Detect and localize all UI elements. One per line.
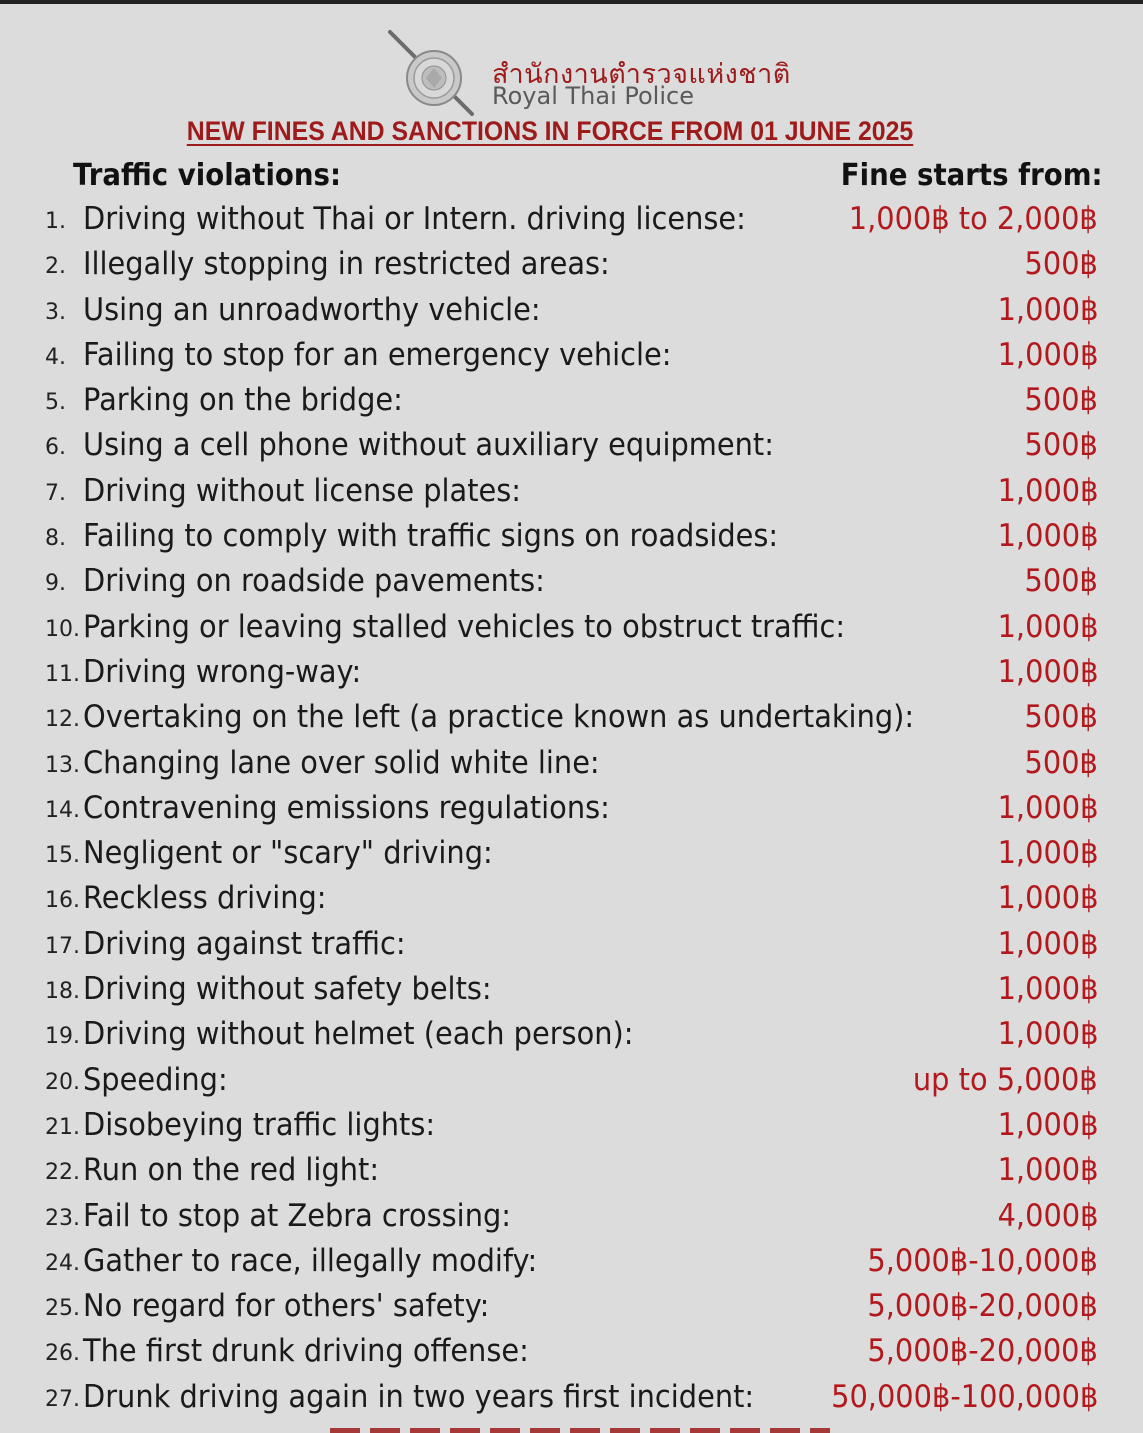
column-header-fines: Fine starts from:	[841, 158, 1103, 193]
violation-label: Driving wrong-way:	[83, 653, 362, 690]
fine-amount: 1,000฿	[997, 835, 1098, 872]
fine-amount: 5,000฿-20,000฿	[867, 1288, 1098, 1325]
list-item	[0, 560, 1143, 605]
list-item	[0, 787, 1143, 832]
item-number: 4.	[45, 344, 66, 370]
royal-thai-police-emblem-icon	[384, 26, 480, 122]
fine-amount: 1,000฿	[997, 336, 1098, 373]
list-item	[0, 1376, 1143, 1421]
fine-amount: 1,000฿	[997, 291, 1098, 328]
cropped-footer-text	[330, 1420, 830, 1433]
list-item	[0, 696, 1143, 741]
violation-label: Driving without safety belts:	[83, 971, 492, 1008]
fine-amount: 1,000฿	[997, 1106, 1098, 1143]
violation-label: Driving without helmet (each person):	[83, 1016, 634, 1053]
violation-label: No regard for others' safety:	[83, 1288, 490, 1325]
violation-label: Driving on roadside pavements:	[83, 563, 545, 600]
item-number: 19.	[45, 1024, 80, 1050]
fine-amount: 1,000฿ to 2,000฿	[848, 201, 1098, 237]
list-item	[0, 379, 1143, 424]
fine-amount: 1,000฿	[997, 518, 1098, 555]
item-number: 11.	[45, 661, 80, 687]
org-name-thai: สำนักงานตำรวจแห่งชาติ	[492, 59, 791, 90]
list-item	[0, 1013, 1143, 1058]
item-number: 3.	[45, 299, 66, 325]
item-number: 2.	[45, 254, 66, 280]
item-number: 5.	[45, 390, 66, 416]
violation-label: Disobeying traffic lights:	[83, 1106, 436, 1143]
top-border	[0, 0, 1143, 4]
item-number: 18.	[45, 979, 80, 1005]
item-number: 17.	[45, 933, 80, 959]
list-item	[0, 424, 1143, 469]
list-item	[0, 923, 1143, 968]
fine-amount: 1,000฿	[997, 880, 1098, 917]
fine-amount: 5,000฿-20,000฿	[867, 1333, 1098, 1370]
list-item	[0, 1059, 1143, 1104]
fine-amount: 500฿	[1024, 246, 1098, 283]
fine-amount: up to 5,000฿	[913, 1061, 1098, 1098]
list-item	[0, 334, 1143, 379]
list-item	[0, 1195, 1143, 1240]
item-number: 9.	[45, 571, 66, 597]
violation-label: Fail to stop at Zebra crossing:	[83, 1197, 511, 1234]
violation-label: Using an unroadworthy vehicle:	[83, 291, 541, 328]
list-item	[0, 742, 1143, 787]
violation-label: Parking or leaving stalled vehicles to obstruct traffic:	[83, 608, 846, 645]
item-number: 15.	[45, 843, 80, 869]
violation-label: The first drunk driving offense:	[83, 1333, 529, 1370]
violation-label: Changing lane over solid white line:	[83, 744, 600, 781]
list-item	[0, 243, 1143, 288]
list-item	[0, 470, 1143, 515]
fine-amount: 1,000฿	[997, 1152, 1098, 1189]
column-header-violations: Traffic violations:	[73, 158, 342, 193]
fine-amount: 1,000฿	[997, 971, 1098, 1008]
fine-amount: 1,000฿	[997, 925, 1098, 962]
list-item	[0, 1149, 1143, 1194]
item-number: 21.	[45, 1114, 80, 1140]
fine-amount: 1,000฿	[997, 1016, 1098, 1053]
item-number: 1.	[45, 209, 66, 234]
violation-label: Driving without Thai or Intern. driving license:	[83, 201, 746, 237]
org-name-english: Royal Thai Police	[492, 82, 694, 110]
violation-label: Driving without license plates:	[83, 472, 521, 509]
item-number: 16.	[45, 888, 80, 914]
violation-label: Reckless driving:	[83, 880, 327, 917]
page-title: NEW FINES AND SANCTIONS IN FORCE FROM 01 JUNE 2025	[186, 116, 914, 146]
list-item	[0, 832, 1143, 877]
fine-amount: 500฿	[1024, 427, 1098, 464]
violation-label: Negligent or "scary" driving:	[83, 835, 493, 872]
list-item	[0, 289, 1143, 334]
fine-amount: 1,000฿	[997, 789, 1098, 826]
list-item	[0, 877, 1143, 922]
violation-label: Failing to stop for an emergency vehicle:	[83, 336, 672, 373]
fine-amount: 5,000฿-10,000฿	[867, 1242, 1098, 1279]
list-item	[0, 1240, 1143, 1285]
list-item	[0, 651, 1143, 696]
item-number: 23.	[45, 1205, 80, 1231]
violation-label: Gather to race, illegally modify:	[83, 1242, 538, 1279]
item-number: 7.	[45, 480, 66, 506]
violation-label: Parking on the bridge:	[83, 382, 403, 419]
list-item	[0, 198, 1143, 243]
list-item	[0, 1104, 1143, 1149]
item-number: 13.	[45, 752, 80, 778]
item-number: 8.	[45, 526, 66, 552]
fine-amount: 50,000฿-100,000฿	[830, 1378, 1098, 1415]
header	[0, 22, 1143, 112]
list-item	[0, 1285, 1143, 1330]
list-item	[0, 606, 1143, 651]
list-item	[0, 515, 1143, 560]
fine-amount: 1,000฿	[997, 472, 1098, 509]
item-number: 27.	[45, 1386, 80, 1412]
fine-amount: 1,000฿	[997, 653, 1098, 690]
list-item	[0, 968, 1143, 1013]
item-number: 10.	[45, 616, 80, 642]
item-number: 24.	[45, 1250, 80, 1276]
violation-label: Drunk driving again in two years first incident:	[83, 1378, 755, 1415]
fine-amount: 1,000฿	[997, 608, 1098, 645]
item-number: 26.	[45, 1341, 80, 1367]
item-number: 14.	[45, 797, 80, 823]
fine-amount: 500฿	[1024, 563, 1098, 600]
item-number: 22.	[45, 1160, 80, 1186]
fine-amount: 500฿	[1024, 699, 1098, 736]
fine-amount: 500฿	[1024, 382, 1098, 419]
violation-label: Overtaking on the left (a practice known as undertaking):	[83, 699, 915, 736]
violation-label: Contravening emissions regulations:	[83, 789, 610, 826]
violation-label: Run on the red light:	[83, 1152, 380, 1189]
violations-list	[0, 198, 1143, 1421]
violation-label: Failing to comply with traffic signs on roadsides:	[83, 518, 779, 555]
violation-label: Driving against traffic:	[83, 925, 406, 962]
item-number: 12.	[45, 707, 80, 733]
violation-label: Illegally stopping in restricted areas:	[83, 246, 610, 283]
violation-label: Using a cell phone without auxiliary equipment:	[83, 427, 774, 464]
item-number: 20.	[45, 1069, 80, 1095]
item-number: 25.	[45, 1296, 80, 1322]
fine-amount: 4,000฿	[997, 1197, 1098, 1234]
item-number: 6.	[45, 435, 66, 461]
list-item	[0, 1330, 1143, 1375]
fine-amount: 500฿	[1024, 744, 1098, 781]
violation-label: Speeding:	[83, 1061, 228, 1098]
